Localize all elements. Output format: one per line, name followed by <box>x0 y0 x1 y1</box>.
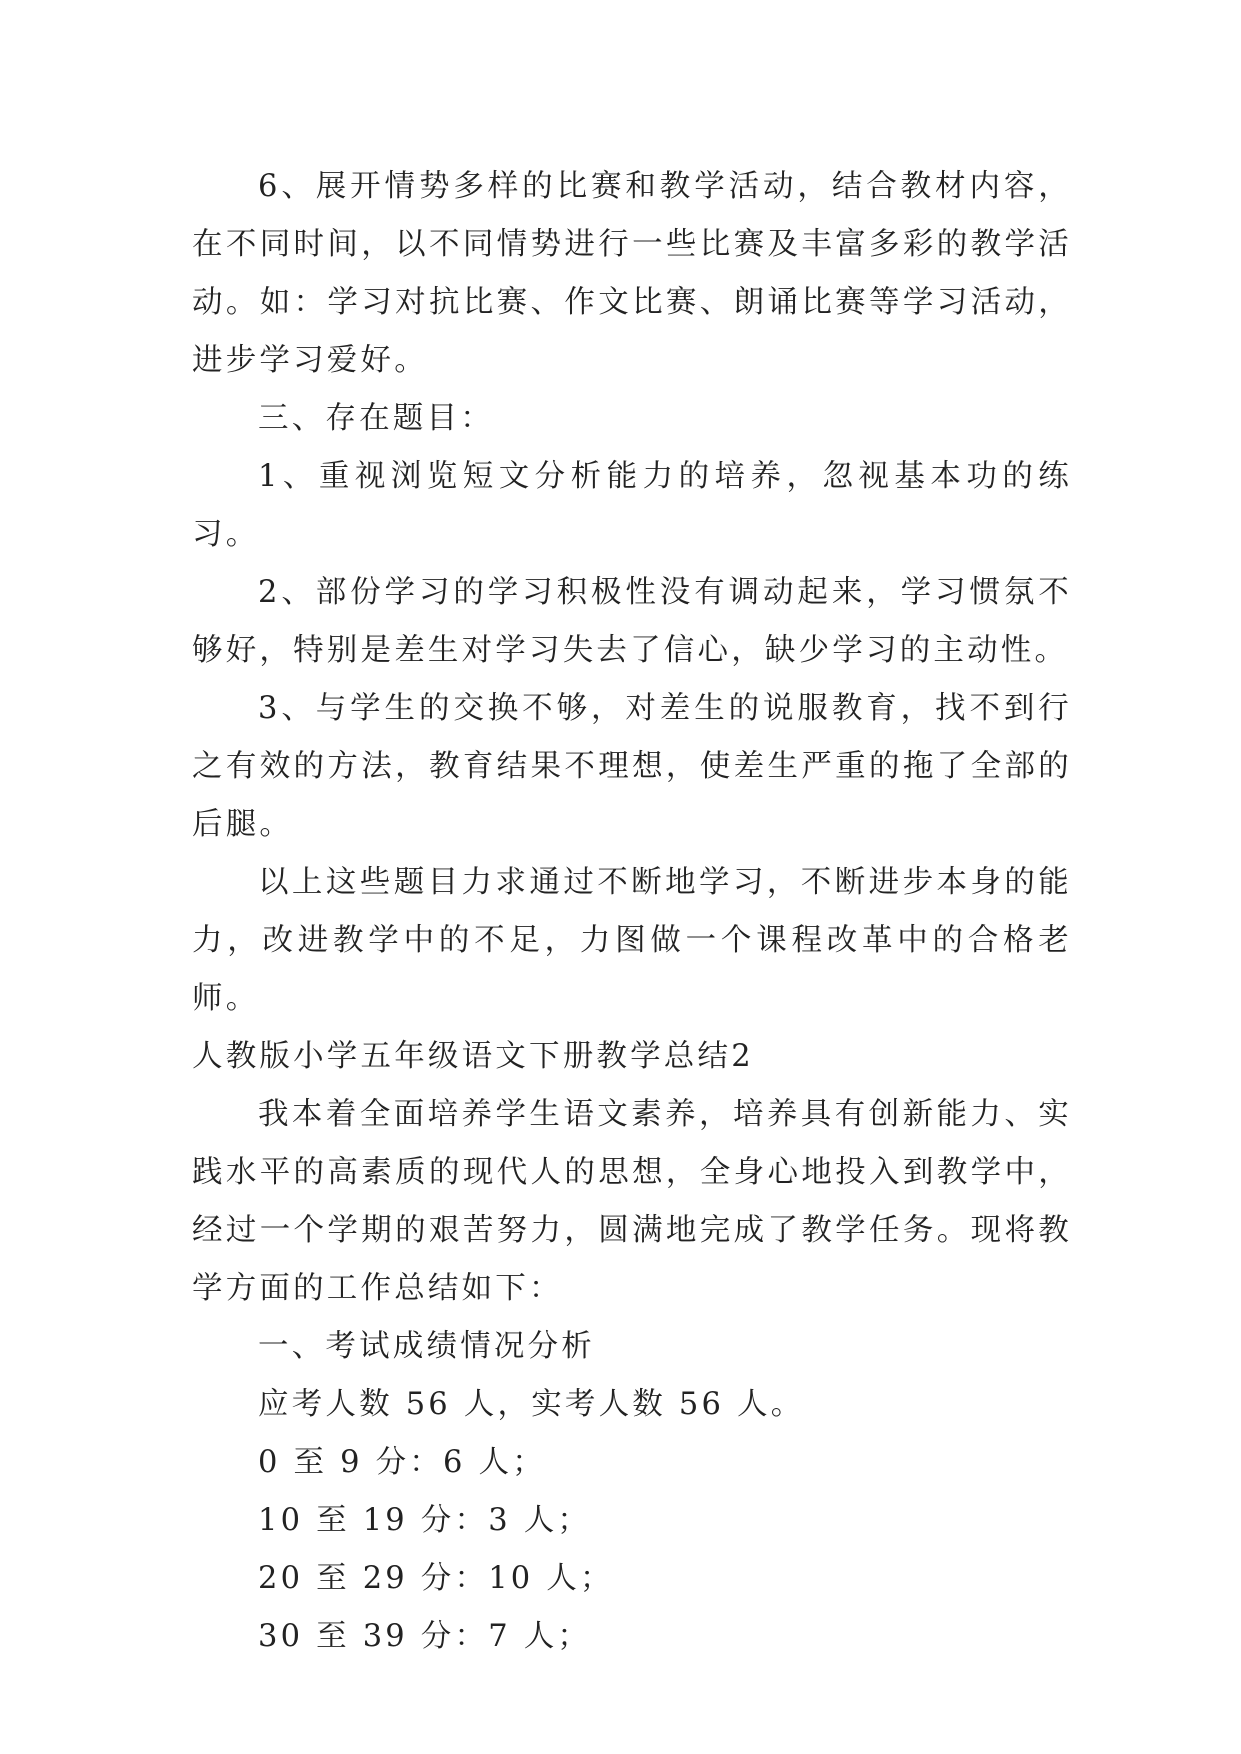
paragraph-conclusion: 以上这些题目力求通过不断地学习，不断进步本身的能力，改进教学中的不足，力图做一个课程改革中的合格老师。 <box>192 865 1072 1016</box>
score-line-30-39: 30 至 39 分：7 人； <box>258 1619 592 1654</box>
paragraph-problem-2: 2、部份学习的学习积极性没有调动起来，学习惯氛不够好，特别是差生对学习失去了信心，缺少学习的主动性。 <box>192 575 1072 668</box>
paragraph-item-6: 6、展开情势多样的比赛和教学活动，结合教材内容，在不同时间，以不同情势进行一些比赛及丰富多彩的教学活动。如：学习对抗比赛、作文比赛、朗诵比赛等学习活动，进步学习爱好。 <box>192 169 1072 378</box>
paragraph-problem-1: 1、重视浏览短文分析能力的培养，忽视基本功的练习。 <box>192 459 1072 552</box>
paragraph-exam-count: 应考人数 56 人，实考人数 56 人。 <box>258 1387 805 1422</box>
paragraph-problem-3: 3、与学生的交换不够，对差生的说服教育，找不到行之有效的方法，教育结果不理想，使差生严重的拖了全部的后腿。 <box>192 691 1072 842</box>
document-body <box>192 158 1072 1666</box>
document-title-2: 人教版小学五年级语文下册教学总结2 <box>192 1039 754 1074</box>
score-line-0-9: 0 至 9 分：6 人； <box>258 1445 546 1480</box>
score-line-20-29: 20 至 29 分：10 人； <box>258 1561 614 1596</box>
score-line-10-19: 10 至 19 分：3 人； <box>258 1503 592 1538</box>
section-heading-exam: 一、考试成绩情况分析 <box>258 1329 595 1364</box>
section-heading-problems: 三、存在题目： <box>258 401 494 436</box>
paragraph-intro: 我本着全面培养学生语文素养，培养具有创新能力、实践水平的高素质的现代人的思想，全身心地投入到教学中，经过一个学期的艰苦努力，圆满地完成了教学任务。现将教学方面的工作总结如下： <box>192 1097 1072 1306</box>
